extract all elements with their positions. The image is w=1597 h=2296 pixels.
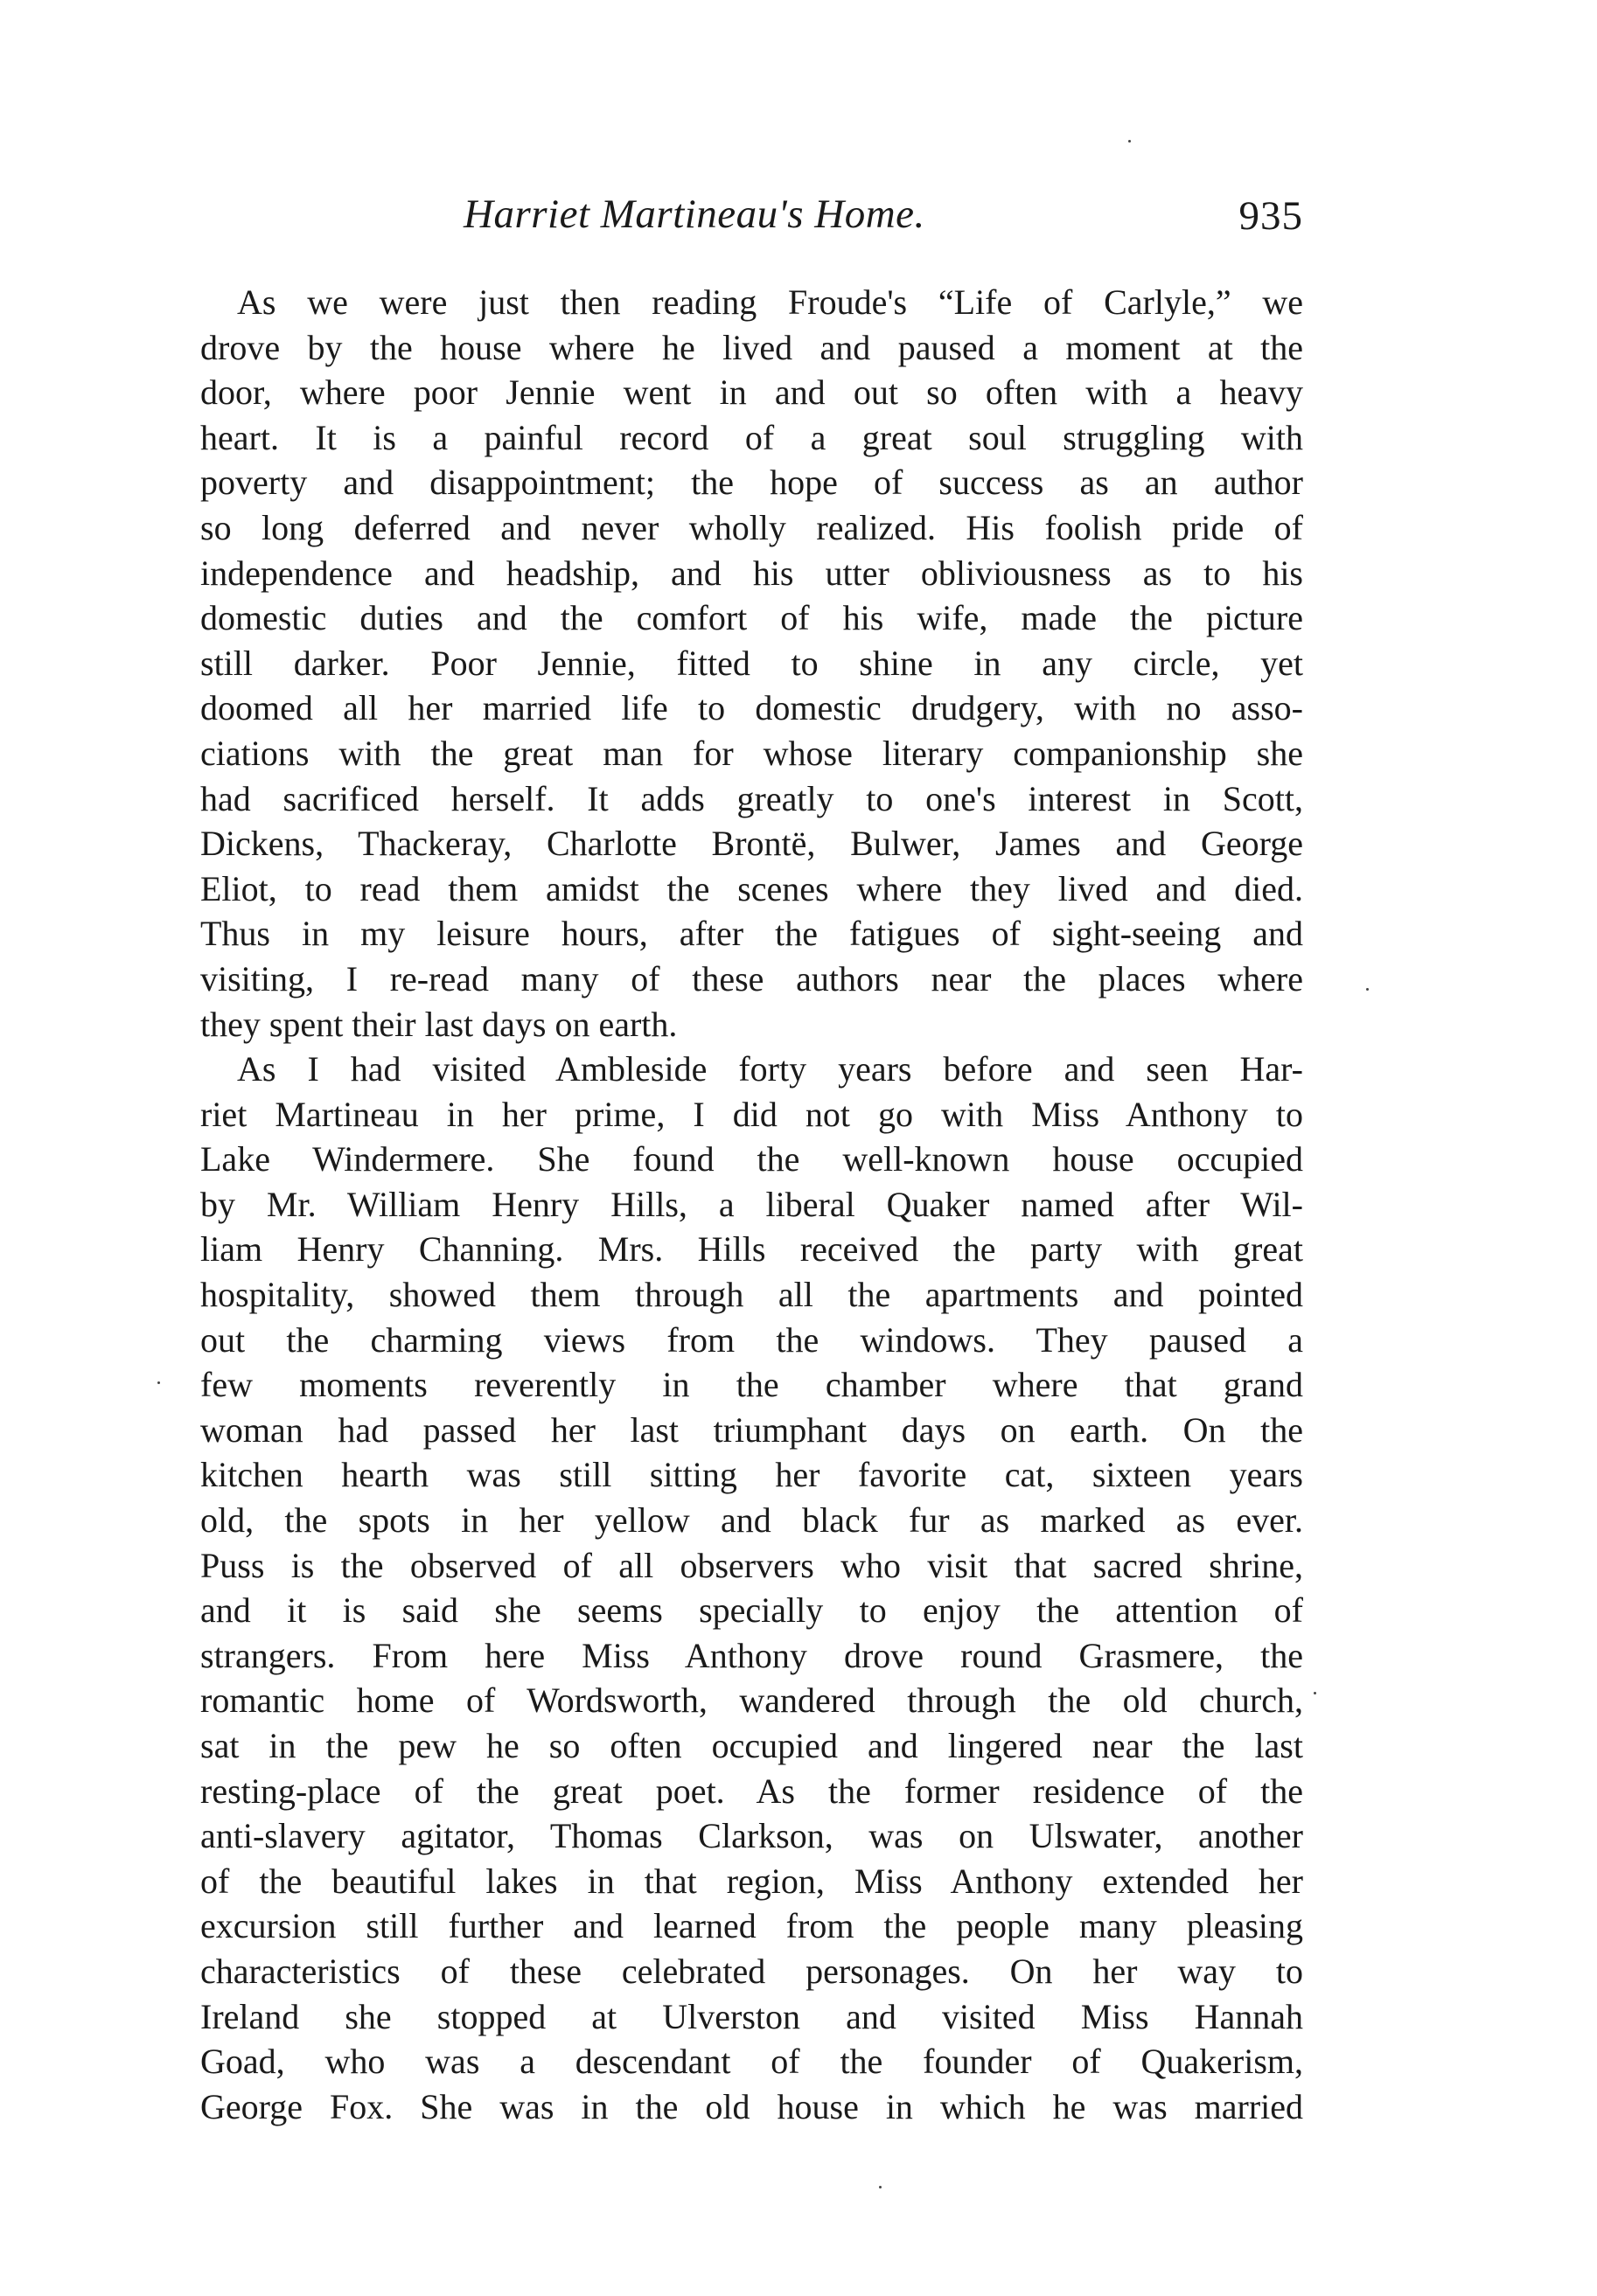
text-line: doomed all her married life to domestic drudgery, with no asso- <box>200 688 1303 728</box>
text-line: resting-place of the great poet. As the former residence of the <box>200 1771 1303 1811</box>
text-line: Thus in my leisure hours, after the fatigues of sight-seeing and <box>200 914 1303 954</box>
text-line: drove by the house where he lived and paused a moment at the <box>200 327 1303 367</box>
text-line: riet Martineau in her prime, I did not go with Miss Anthony to <box>200 1094 1303 1134</box>
text-line: hospitality, showed them through all the apartments and pointed <box>200 1275 1303 1315</box>
text-line: strangers. From here Miss Anthony drove round Grasmere, the <box>200 1635 1303 1675</box>
text-line: Goad, who was a descendant of the founder of Quakerism, <box>200 2042 1303 2082</box>
text-line: As I had visited Ambleside forty years before and seen Har- <box>237 1049 1303 1089</box>
text-line: domestic duties and the comfort of his wife, made the picture <box>200 598 1303 638</box>
scan-speck <box>1128 140 1131 143</box>
text-line: Ireland she stopped at Ulverston and visited Miss Hannah <box>200 1996 1303 2036</box>
text-line: by Mr. William Henry Hills, a liberal Quaker named after Wil- <box>200 1184 1303 1224</box>
text-line: Puss is the observed of all observers who visit that sacred shrine, <box>200 1545 1303 1585</box>
text-line: anti-slavery agitator, Thomas Clarkson, was on Ulswater, another <box>200 1816 1303 1856</box>
body-text <box>200 280 1303 2129</box>
text-line: door, where poor Jennie went in and out so often with a heavy <box>200 372 1303 413</box>
text-line: independence and headship, and his utter obliviousness as to his <box>200 553 1303 593</box>
text-line: kitchen hearth was still sitting her favorite cat, sixteen years <box>200 1455 1303 1495</box>
text-line: visiting, I re-read many of these authors near the places where <box>200 958 1303 998</box>
text-line: sat in the pew he so often occupied and lingered near the last <box>200 1726 1303 1765</box>
text-line: and it is said she seems specially to enjoy the attention of <box>200 1590 1303 1631</box>
text-line: so long deferred and never wholly realized. His foolish pride of <box>200 507 1303 547</box>
text-line: Eliot, to read them amidst the scenes where they lived and died. <box>200 868 1303 908</box>
text-line: few moments reverently in the chamber where that grand <box>200 1365 1303 1405</box>
text-line: had sacrificed herself. It adds greatly to one's interest in Scott, <box>200 778 1303 818</box>
text-line: poverty and disappointment; the hope of success as an author <box>200 463 1303 503</box>
text-line: old, the spots in her yellow and black fur as marked as ever. <box>200 1500 1303 1541</box>
text-line: liam Henry Channing. Mrs. Hills received the party with great <box>200 1229 1303 1270</box>
running-head <box>201 191 1303 252</box>
text-line: out the charming views from the windows. They paused a <box>200 1319 1303 1360</box>
text-line: As we were just then reading Froude's “Life of Carlyle,” we <box>237 282 1303 322</box>
text-line: George Fox. She was in the old house in which he was married <box>200 2086 1303 2126</box>
text-line: still darker. Poor Jennie, fitted to shine in any circle, yet <box>200 643 1303 683</box>
text-line: excursion still further and learned from the people many pleasing <box>200 1906 1303 1946</box>
page-number: 935 <box>1238 193 1303 239</box>
text-line: characteristics of these celebrated personages. On her way to <box>200 1951 1303 1991</box>
text-line: heart. It is a painful record of a great soul struggling with <box>200 417 1303 457</box>
scan-speck <box>879 2186 882 2188</box>
paragraph <box>200 280 1303 1047</box>
text-line: Lake Windermere. She found the well-known house occupied <box>200 1139 1303 1179</box>
scan-speck <box>1366 988 1369 991</box>
text-line: Dickens, Thackeray, Charlotte Brontë, Bulwer, James and George <box>200 824 1303 864</box>
scan-speck <box>1314 1692 1316 1694</box>
text-line: woman had passed her last triumphant days on earth. On the <box>200 1409 1303 1450</box>
text-line: ciations with the great man for whose literary companionship she <box>200 733 1303 773</box>
running-title: Harriet Martineau's Home. <box>464 191 925 237</box>
paragraph <box>200 1047 1303 2129</box>
text-line: they spent their last days on earth. <box>200 1004 678 1044</box>
text-line: romantic home of Wordsworth, wandered through the old church, <box>200 1680 1303 1721</box>
scan-speck <box>157 1381 160 1384</box>
text-line: of the beautiful lakes in that region, Miss Anthony extended her <box>200 1861 1303 1901</box>
